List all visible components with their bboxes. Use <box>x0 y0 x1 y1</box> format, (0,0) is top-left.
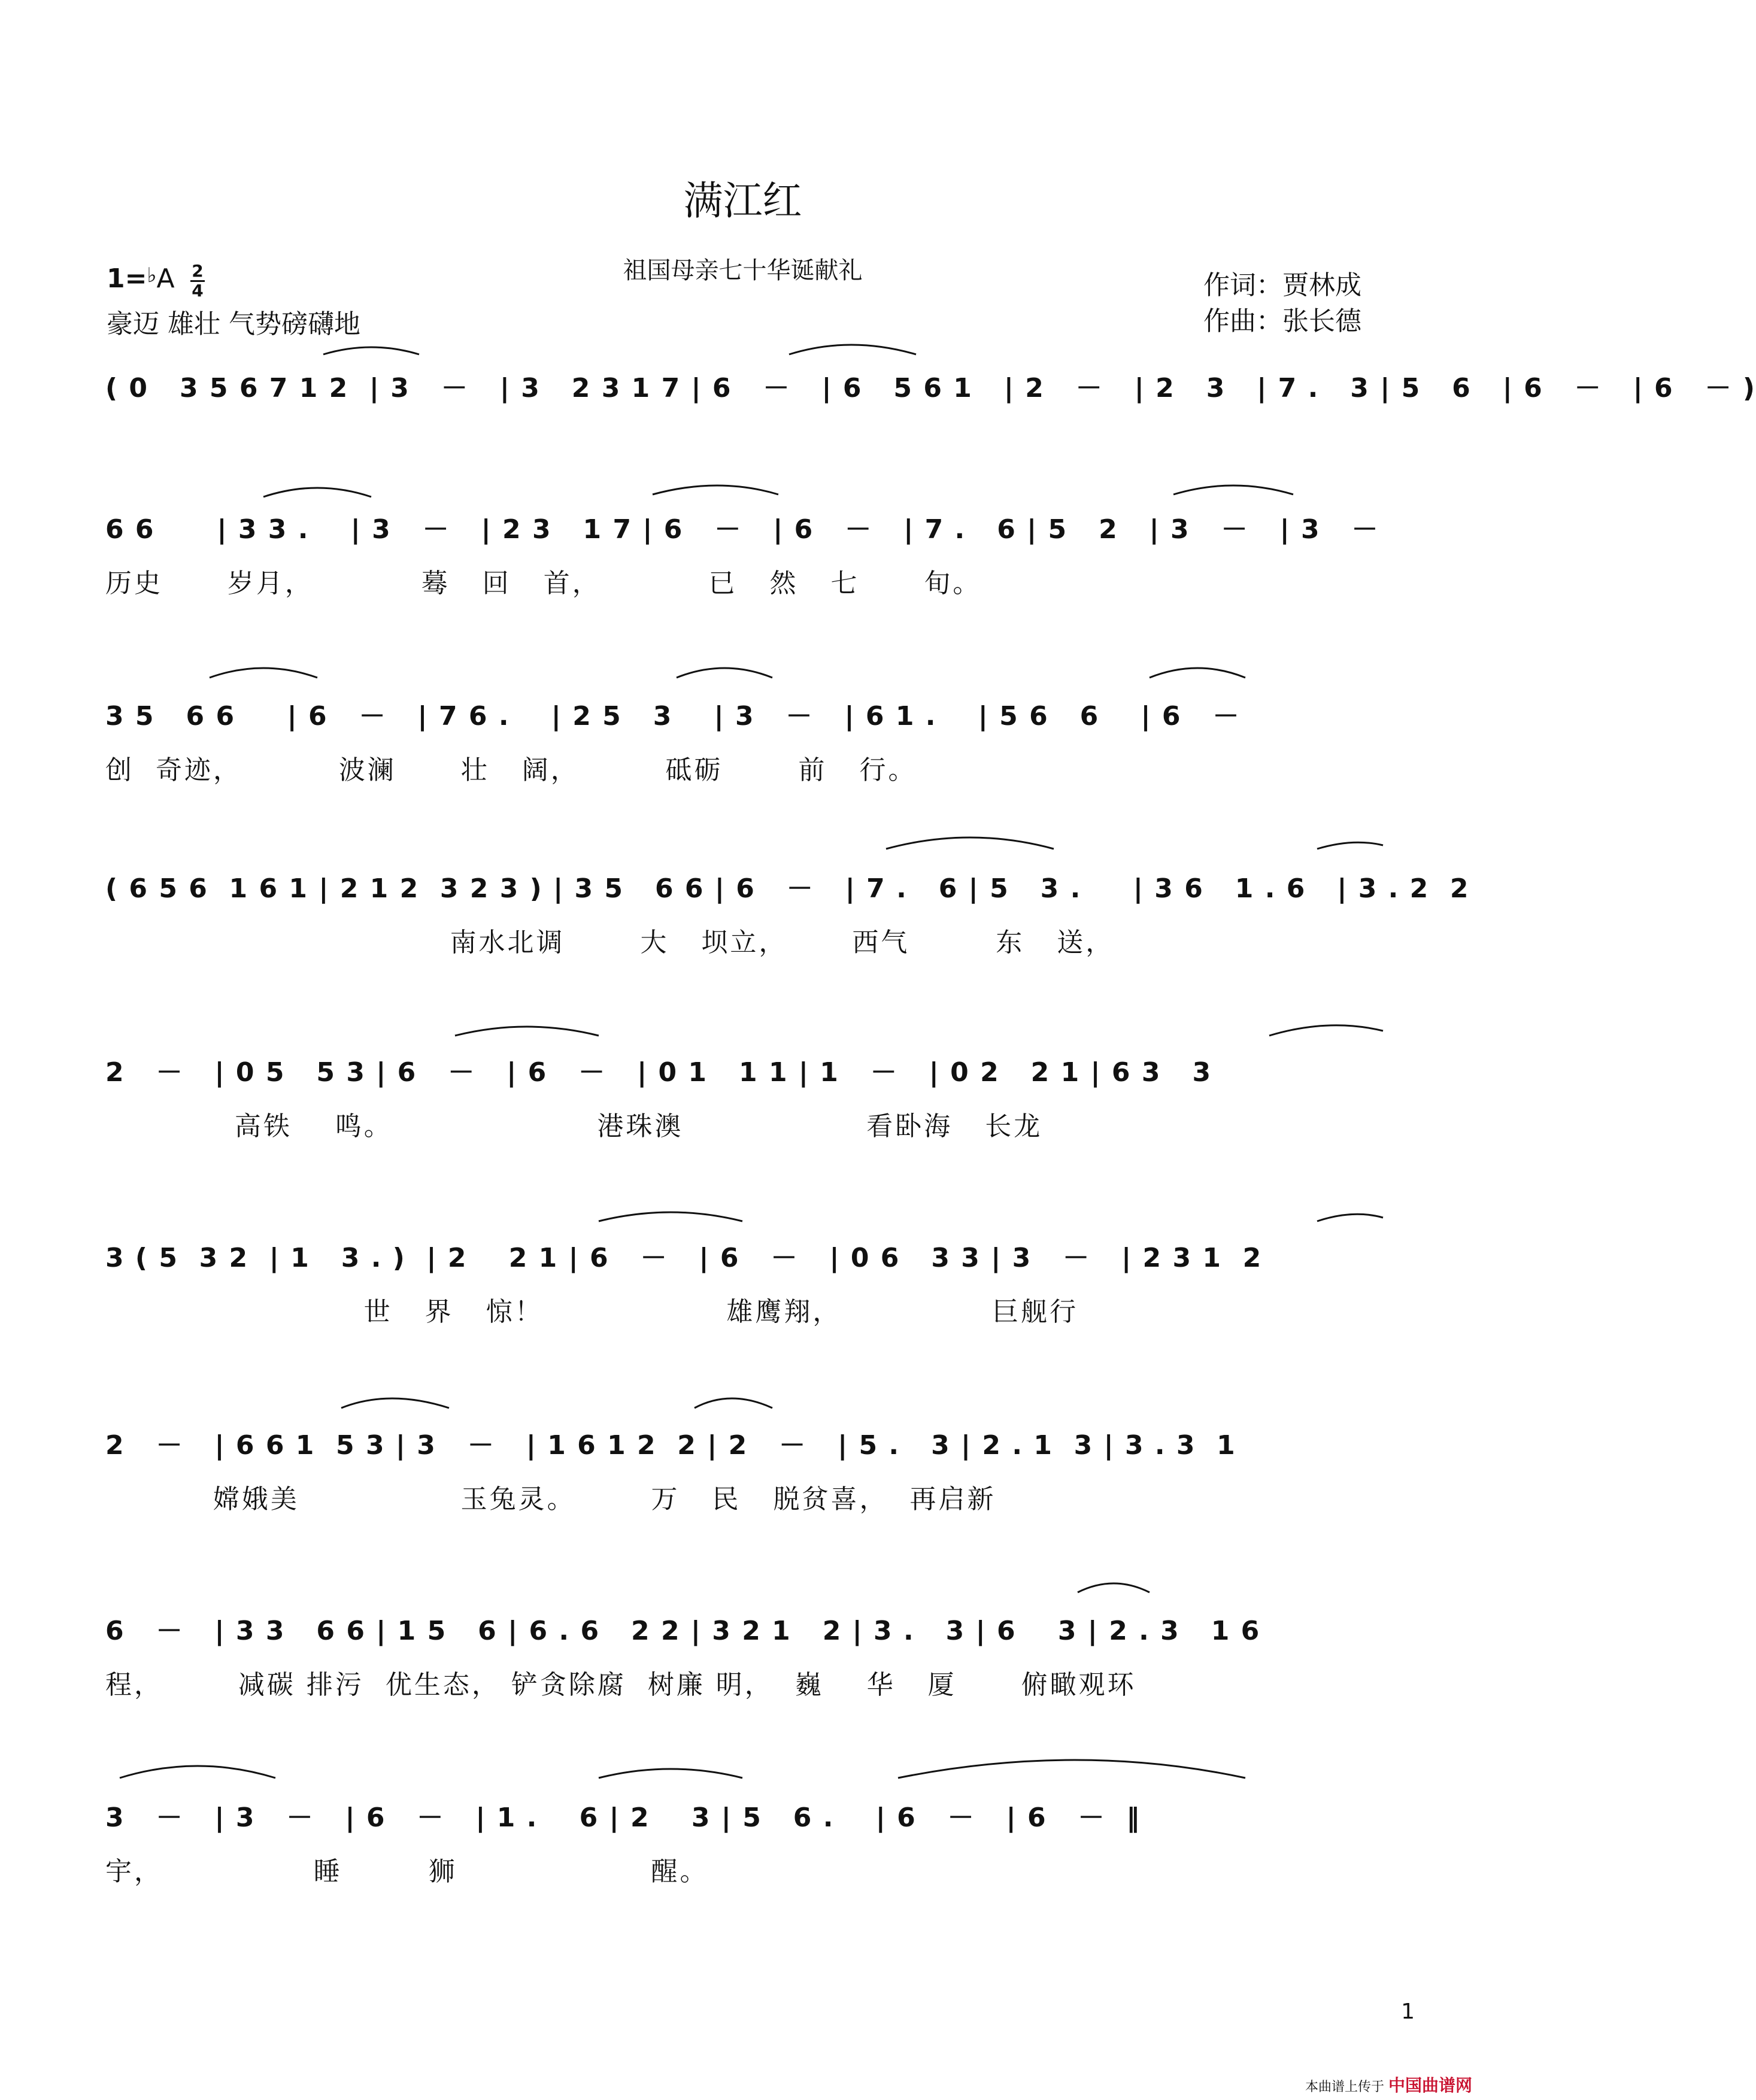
lyric-line-2: 历史 岁月， 蓦 回 首， 已 然 七 旬。 <box>105 568 982 599</box>
lyric-line-4: 南水北调 大 坝立， 西气 东 送， <box>105 927 1115 958</box>
staff-line-4: ( 6 5 6 1 6 1 | 2 1 2 3 2 3 ) | 3 5 6 6 | 6 － | 7 . 6 | 5 3 . | 3 6 1 . 6 | 3 . 2 2 <box>105 873 1470 904</box>
key-note: A <box>156 263 175 294</box>
staff-line-9: 3 － | 3 － | 6 － | 1 . 6 | 2 3 | 5 6 . | 6 － | 6 － ‖ <box>105 1802 1141 1833</box>
tempo-marking: 豪迈 雄壮 气势磅礴地 <box>107 309 360 339</box>
lyric-line-7: 嫦娥美 玉兔灵。 万 民 脱贫喜， 再启新 <box>105 1484 996 1515</box>
staff-line-5: 2 － | 0 5 5 3 | 6 － | 6 － | 0 1 1 1 | 1 － | 0 2 2 1 | 6 3 3 <box>105 1057 1212 1088</box>
lyric-line-3: 创 奇迹， 波澜 壮 阔， 砥砺 前 行。 <box>105 755 917 785</box>
time-signature <box>190 262 205 300</box>
key-one: 1 <box>107 263 125 294</box>
lyric-line-6: 世 界 惊！ 雄鹰翔， 巨舰行 <box>105 1297 1079 1327</box>
staff-line-2: 6 6 | 3 3 . | 3 － | 2 3 1 7 | 6 － | 6 － | 7 . 6 | 5 2 | 3 － | 3 － <box>105 514 1379 545</box>
staff-line-8: 6 － | 3 3 6 6 | 1 5 6 | 6 . 6 2 2 | 3 2 1 2 | 3 . 3 | 6 3 | 2 . 3 1 6 <box>105 1616 1261 1646</box>
page-subtitle: 祖国母亲七十华诞献礼 <box>623 257 863 284</box>
footer-prefix: 本曲谱上传于 <box>1305 2080 1384 2095</box>
lyricist-credit: 作词：贾林成 <box>1203 270 1361 301</box>
key-signature <box>107 263 175 294</box>
key-eq: = <box>125 263 147 294</box>
lyric-line-5: 高铁 鸣。 港珠澳 看卧海 长龙 <box>105 1111 1043 1142</box>
page-number: 1 <box>1401 1999 1415 2024</box>
site-footer <box>1305 2072 1472 2096</box>
staff-line-6: 3 ( 5 3 2 | 1 3 . ) | 2 2 1 | 6 － | 6 － | 0 6 3 3 | 3 － | 2 3 1 2 <box>105 1243 1263 1273</box>
composer-credit: 作曲：张长德 <box>1203 306 1361 336</box>
flat-sign: ♭ <box>147 263 157 287</box>
lyric-line-9: 宇， 睡 狮 醒。 <box>105 1856 709 1887</box>
meter-bottom: 4 <box>192 281 204 301</box>
page-title: 满江红 <box>683 178 802 224</box>
staff-line-3: 3 5 6 6 | 6 － | 7 6 . | 2 5 3 | 3 － | 6 1 . | 5 6 6 | 6 － <box>105 701 1241 732</box>
staff-line-7: 2 － | 6 6 1 5 3 | 3 － | 1 6 1 2 2 | 2 － | 5 . 3 | 2 . 1 3 | 3 . 3 1 <box>105 1430 1236 1461</box>
footer-brand[interactable]: 中国曲谱网 <box>1388 2075 1472 2095</box>
meter-top: 2 <box>192 261 204 281</box>
lyric-line-8: 程， 减碳 排污 优生态， 铲贪除腐 树廉 明， 巍 华 厦 俯瞰观环 <box>105 1670 1136 1700</box>
staff-line-1: ( 0 3 5 6 7 1 2 | 3 － | 3 2 3 1 7 | 6 － | 6 5 6 1 | 2 － | 2 3 | 7 . 3 | 5 6 | 6 － | 6 － ) <box>105 373 1756 403</box>
